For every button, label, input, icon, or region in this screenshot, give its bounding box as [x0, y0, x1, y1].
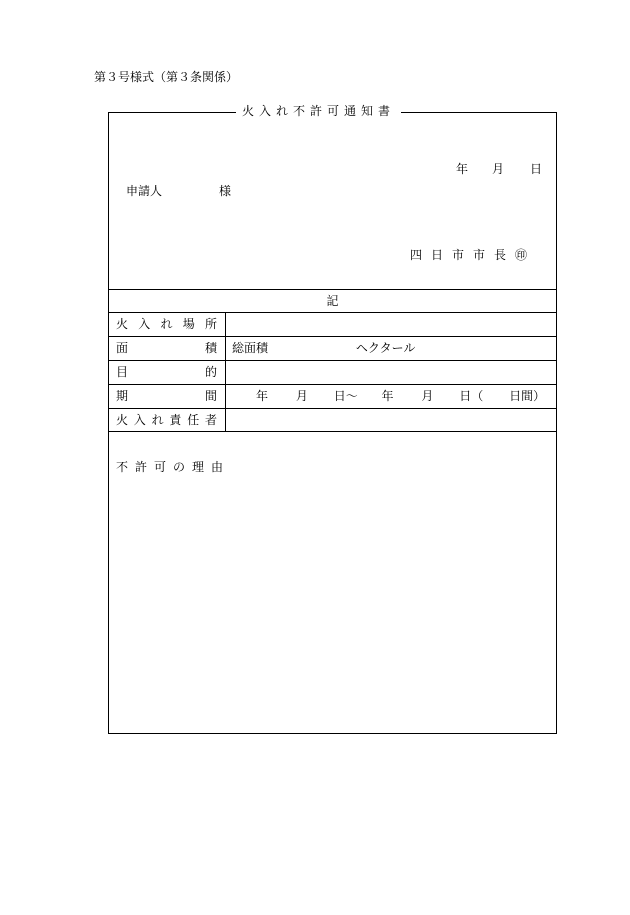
date-year: 年 [456, 162, 469, 176]
date-month: 月 [492, 162, 505, 176]
row-responsible [108, 408, 557, 432]
label-char: 火 [116, 413, 129, 427]
label-char: 場 [182, 317, 195, 331]
period-day-end: 日（ [459, 389, 484, 403]
label-purpose [108, 361, 226, 384]
label-char: れ [160, 317, 173, 331]
reason-label: 不許可の理由 [116, 460, 231, 474]
label-char: 目 [116, 365, 129, 379]
period-month-end: 月 [421, 389, 434, 403]
label-char: 入 [138, 317, 151, 331]
issuer-name: 四日市市長 [410, 248, 516, 262]
seal-mark: ㊞ [515, 248, 537, 262]
period-month-start: 月 [295, 389, 308, 403]
label-char: 期 [116, 389, 129, 403]
label-char: 入 [133, 413, 146, 427]
label-char: 責 [169, 413, 182, 427]
row-period [108, 384, 557, 408]
value-area[interactable] [232, 337, 415, 360]
label-char: 間 [204, 389, 217, 403]
label-char: れ [151, 413, 164, 427]
label-char: 火 [116, 317, 129, 331]
issuer-line [410, 246, 536, 263]
label-char: 的 [204, 365, 217, 379]
form-title: 火入れ不許可通知書 [236, 103, 401, 119]
label-area [108, 337, 226, 360]
form-number: 第３号様式（第３条関係） [94, 70, 239, 84]
row-area [108, 336, 557, 360]
label-char: 者 [204, 413, 217, 427]
row-location [108, 312, 557, 336]
row-purpose [108, 360, 557, 384]
label-period [108, 385, 226, 408]
label-char: 所 [204, 317, 217, 331]
area-unit: ヘクタール [355, 341, 416, 355]
label-responsible [108, 409, 226, 432]
label-char: 任 [187, 413, 200, 427]
label-char: 面 [116, 341, 129, 355]
record-heading: 記 [326, 294, 339, 308]
label-location [108, 313, 226, 336]
label-char: 積 [204, 341, 217, 355]
area-prefix: 総面積 [232, 341, 269, 355]
period-days: 日間） [509, 389, 546, 403]
applicant-label: 申請人 [126, 184, 163, 198]
period-day-start: 日～ [333, 389, 358, 403]
period-year-start: 年 [256, 389, 269, 403]
date-line [456, 160, 542, 177]
value-period[interactable] [256, 385, 545, 408]
record-heading-row [108, 289, 557, 313]
applicant-honorific: 様 [219, 184, 232, 198]
date-day: 日 [530, 162, 543, 176]
period-year-end: 年 [381, 389, 394, 403]
